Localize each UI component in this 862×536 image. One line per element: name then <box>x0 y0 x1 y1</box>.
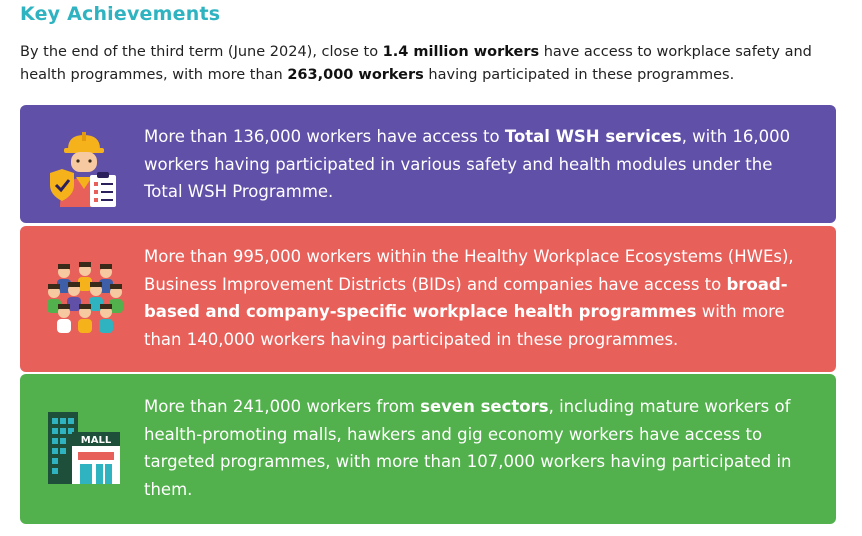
achievement-highlight: Total WSH services <box>504 127 682 146</box>
achievement-text <box>144 393 814 503</box>
achievement-card-workplace-health <box>20 226 836 372</box>
achievement-text <box>144 243 814 353</box>
intro-text-3: having participated in these programmes. <box>423 67 735 83</box>
wsh-worker-checklist-icon <box>46 129 124 209</box>
intro-highlight-participants: 263,000 workers <box>287 67 424 83</box>
mall-sign-text: MALL <box>80 435 112 446</box>
intro-paragraph <box>20 41 850 87</box>
achievement-highlight: broad-based and company-specific workplace health programmes <box>144 274 788 321</box>
achievement-highlight: seven sectors <box>420 397 549 416</box>
achievement-text-2: with more than 140,000 workers having participated in these programmes. <box>144 302 785 349</box>
achievement-card-total-wsh <box>20 105 836 223</box>
intro-text-2: have access to workplace safety and health programmes, with more than <box>20 44 812 83</box>
mall-building-icon <box>46 406 124 486</box>
achievement-text-2: , with 16,000 workers having participated in various safety and health modules under the Total WSH Programme. <box>144 127 791 201</box>
page-title: Key Achievements <box>20 3 221 25</box>
achievement-text-2: , including mature workers of health-promoting malls, hawkers and gig economy workers have access to targeted programmes, with more than 107,000 workers having participated in them. <box>144 397 792 499</box>
intro-text-1: By the end of the third term (June 2024), close to <box>20 44 383 60</box>
worker-group-icon <box>46 258 124 338</box>
achievement-text-1: More than 136,000 workers have access to <box>144 127 505 146</box>
achievement-card-seven-sectors <box>20 374 836 524</box>
achievement-text-1: More than 995,000 workers within the Healthy Workplace Ecosystems (HWEs), Business Improvement Districts (BIDs) and companies have access to <box>144 247 794 294</box>
intro-highlight-total-workers: 1.4 million workers <box>382 44 540 60</box>
achievement-text <box>144 123 814 206</box>
achievement-text-1: More than 241,000 workers from <box>144 397 421 416</box>
